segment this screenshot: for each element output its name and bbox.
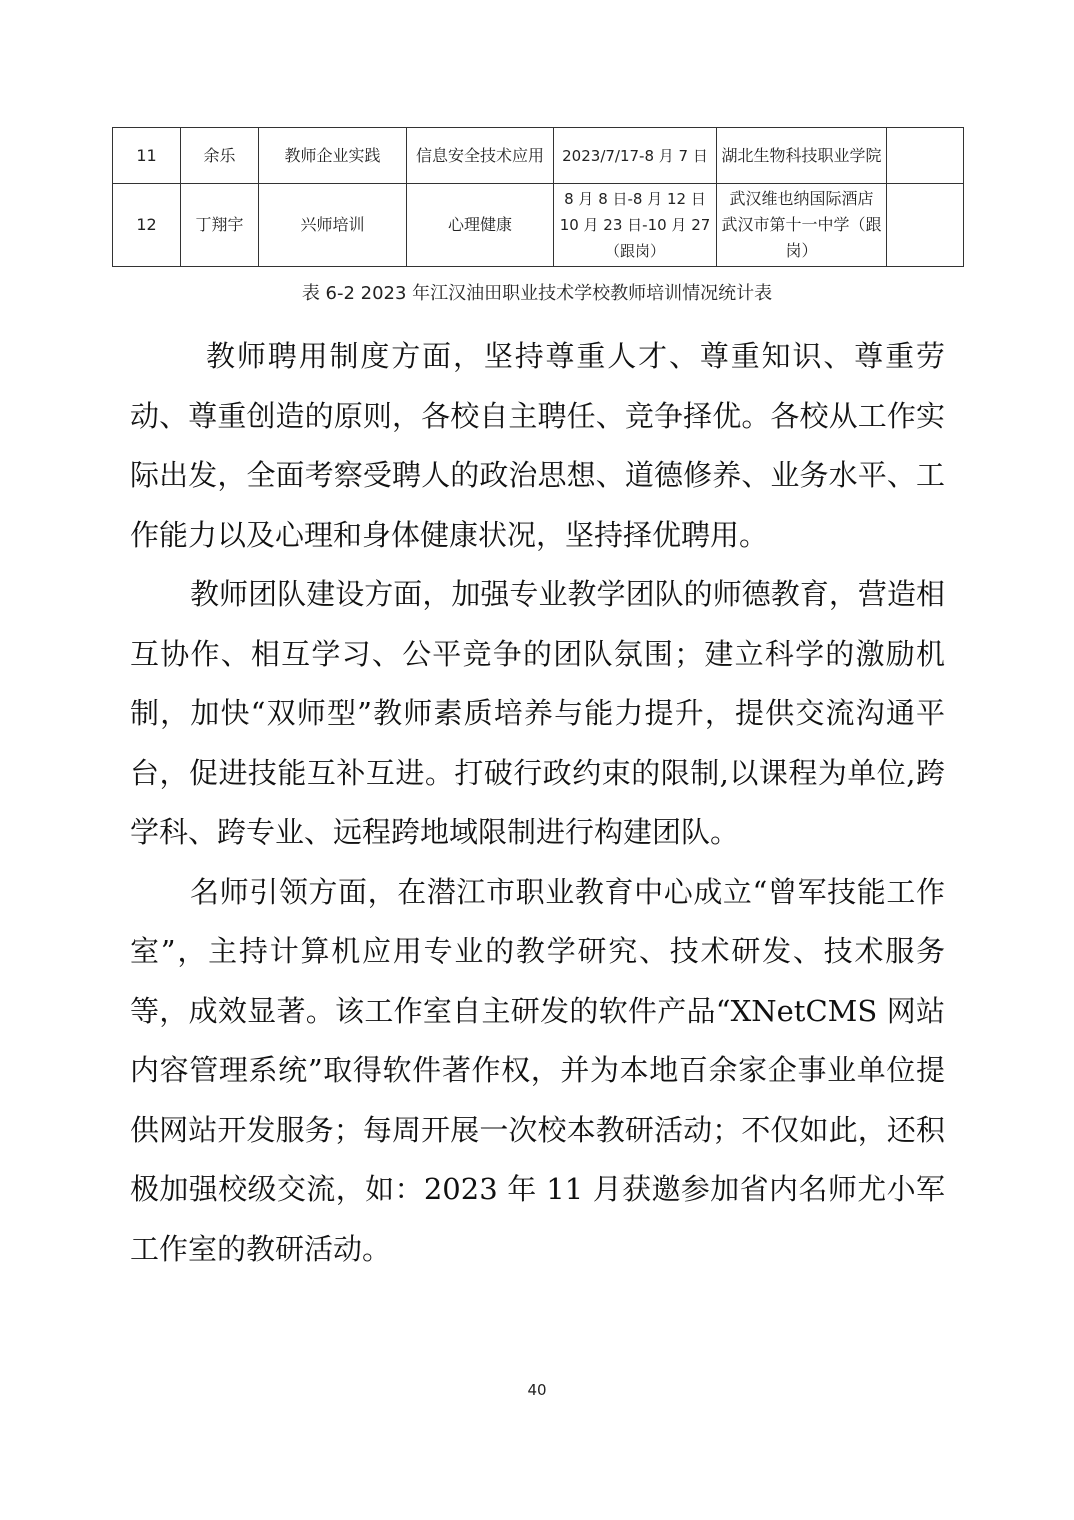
cell-teacher-name: 丁翔宇 (181, 184, 259, 267)
cell-training-content: 信息安全技术应用 (407, 128, 554, 184)
table-row (113, 128, 964, 184)
cell-remark (887, 184, 964, 267)
cell-training-content: 心理健康 (407, 184, 554, 267)
paragraph-team-building: 教师团队建设方面，加强专业教学团队的师德教育，营造相互协作、相互学习、公平竞争的团队氛围；建立科学的激励机制，加快“双师型”教师素质培养与能力提升，提供交流沟通平台，促进技能互补互进。打破行政约束的限制,以课程为单位,跨学科、跨专业、远程跨地域限制进行构建团队。 (130, 577, 945, 849)
cell-teacher-name: 余乐 (181, 128, 259, 184)
cell-training-place: 湖北生物科技职业学院 (717, 128, 887, 184)
page-number: 40 (527, 1381, 547, 1399)
cell-number: 12 (113, 184, 181, 267)
cell-number: 11 (113, 128, 181, 184)
cell-training-date: 8 月 8 日-8 月 12 日 10 月 23 日-10 月 27（跟岗） (554, 184, 717, 267)
cell-training-type: 兴师培训 (259, 184, 407, 267)
training-table (112, 127, 964, 267)
cell-remark (887, 128, 964, 184)
body-text (130, 327, 945, 1279)
cell-training-date: 2023/7/17-8 月 7 日 (554, 128, 717, 184)
paragraph-teacher-hiring: 教师聘用制度方面，坚持尊重人才、尊重知识、尊重劳动、尊重创造的原则，各校自主聘任、竞争择优。各校从工作实际出发，全面考察受聘人的政治思想、道德修养、业务水平、工作能力以及心理和身体健康状况，坚持择优聘用。 (130, 339, 945, 552)
table-caption: 表 6-2 2023 年江汉油田职业技术学校教师培训情况统计表 (301, 283, 773, 304)
cell-training-type: 教师企业实践 (259, 128, 407, 184)
cell-training-place: 武汉维也纳国际酒店 武汉市第十一中学（跟岗） (717, 184, 887, 267)
table-row (113, 184, 964, 267)
paragraph-master-teacher: 名师引领方面，在潜江市职业教育中心成立“曾军技能工作室”，主持计算机应用专业的教学研究、技术研发、技术服务等，成效显著。该工作室自主研发的软件产品“XNetCMS 网站内容管理系统”取得软件著作权，并为本地百余家企事业单位提供网站开发服务；每周开展一次校本教研活动；不仅如此，还积极加强校级交流，如：2023 年 11 月获邀参加省内名师尤小军工作室的教研活动。 (130, 874, 945, 1266)
